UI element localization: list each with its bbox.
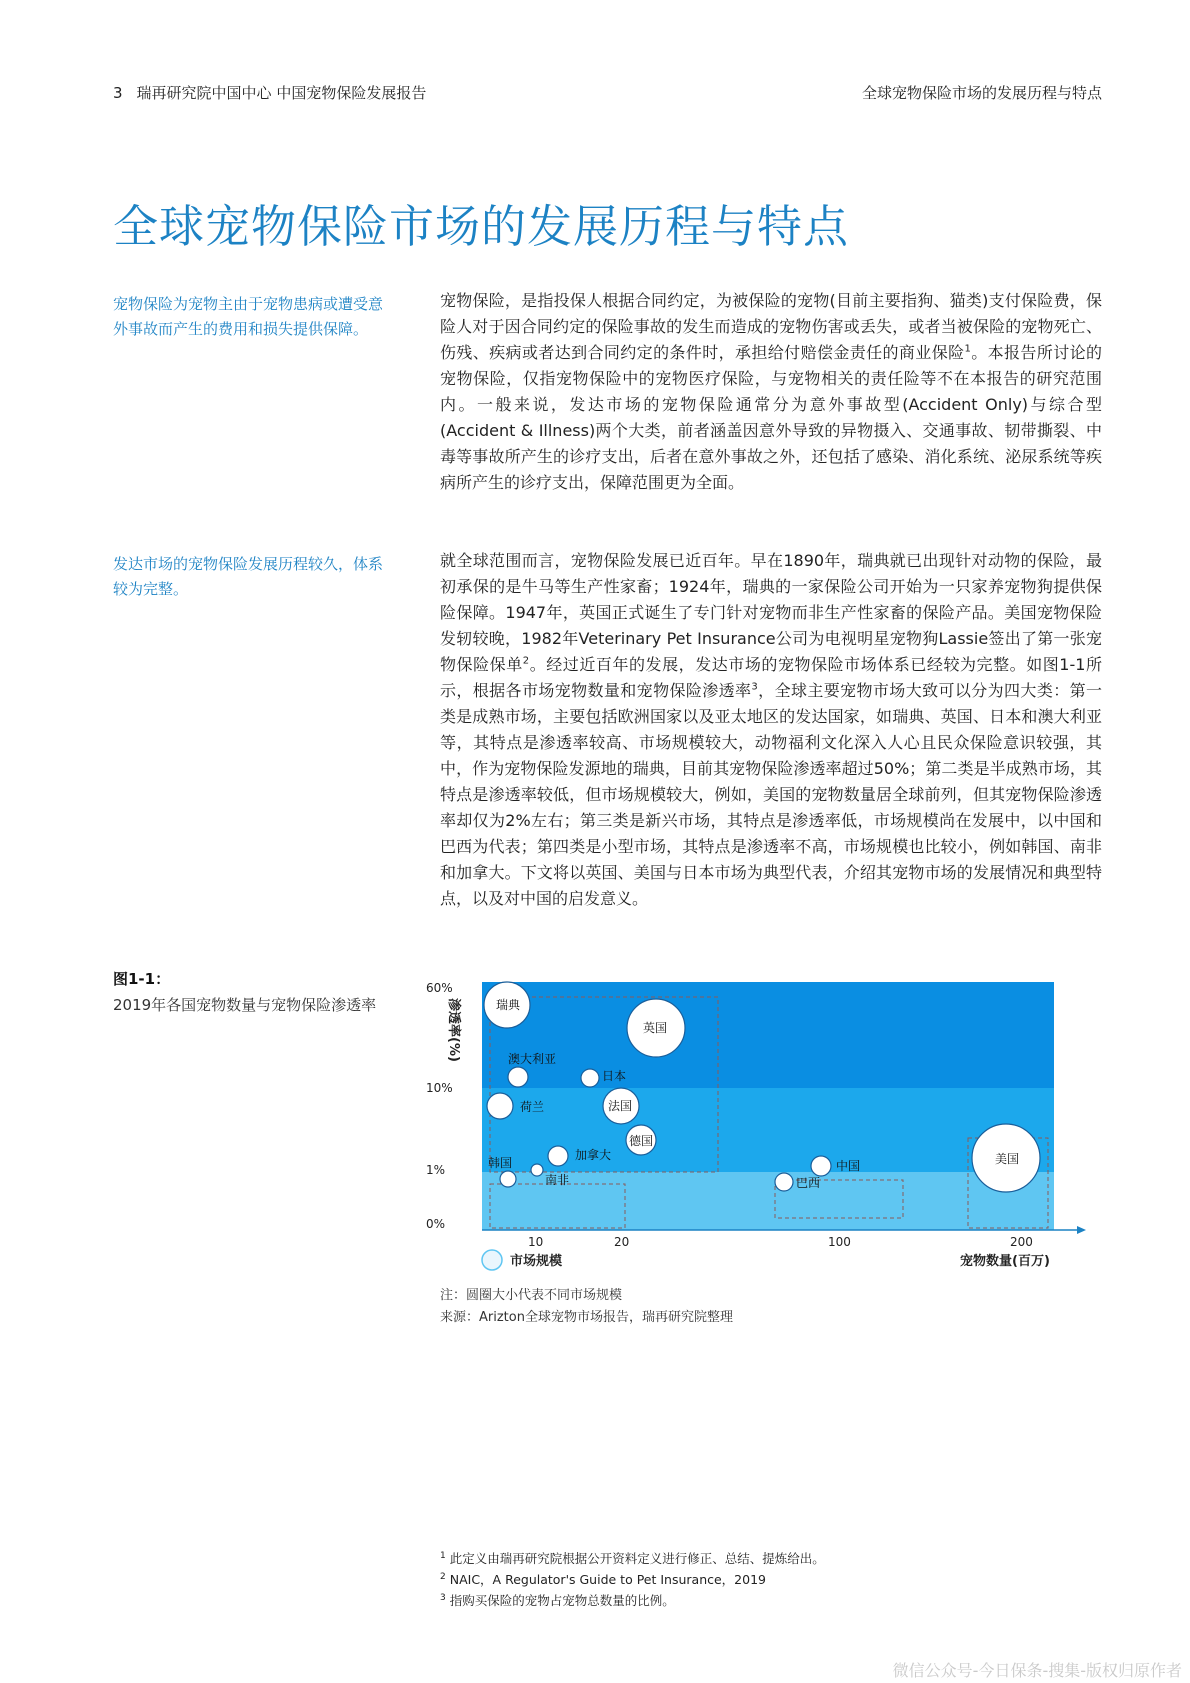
- size-legend-circle: [482, 1250, 502, 1270]
- bubble-label: 澳大利亚: [508, 1052, 557, 1066]
- chart-note: 注：圆圈大小代表不同市场规模: [440, 1288, 623, 1303]
- x-axis-arrow: [1077, 1226, 1086, 1234]
- bubble-巴西: [775, 1173, 793, 1191]
- bubble-chart: [426, 962, 1110, 1280]
- bubble-label: 美国: [995, 1152, 1020, 1166]
- bubble-label: 日本: [602, 1069, 627, 1083]
- bubble-label: 韩国: [488, 1156, 513, 1170]
- bubble-日本: [581, 1069, 599, 1087]
- sidenote-2: 发达市场的宠物保险发展历程较久，体系较为完整。: [113, 555, 384, 598]
- x-tick-label: 100: [828, 1235, 851, 1249]
- bubble-label: 法国: [608, 1099, 633, 1113]
- bubble-label: 巴西: [796, 1176, 821, 1190]
- bubble-label: 英国: [643, 1021, 668, 1035]
- footnote-ref-3: 3: [751, 681, 758, 693]
- footnote-3: $^3$ 指购买保险的宠物占宠物总数量的比例。: [440, 1593, 675, 1609]
- figure-caption: 2019年各国宠物数量与宠物保险渗透率: [113, 996, 377, 1014]
- figure-label: 图1-1：: [113, 970, 171, 988]
- x-tick-label: 200: [1010, 1235, 1033, 1249]
- bubble-荷兰: [487, 1093, 513, 1119]
- bubble-label: 瑞典: [496, 998, 521, 1012]
- bubble-加拿大: [548, 1146, 568, 1166]
- y-tick-label: 0%: [426, 1217, 446, 1231]
- bubble-label: 德国: [629, 1134, 654, 1148]
- footnotes: [440, 1547, 825, 1610]
- bubble-韩国: [500, 1171, 516, 1187]
- footnote-1: $^1$ 此定义由瑞再研究院根据公开资料定义进行修正、总结、提炼给出。: [440, 1551, 825, 1567]
- band-high: [482, 982, 1054, 1088]
- y-tick-label: 60%: [426, 981, 453, 995]
- bubble-label: 南非: [545, 1173, 570, 1187]
- footnote-2: $^2$ NAIC，A Regulator's Guide to Pet Insurance，2019: [440, 1572, 766, 1588]
- sidenote-1: 宠物保险为宠物主由于宠物患病或遭受意外事故而产生的费用和损失提供保障。: [113, 295, 384, 338]
- chart-source: 来源：Arizton全球宠物市场报告，瑞再研究院整理: [440, 1310, 733, 1325]
- running-header-left: [113, 82, 426, 103]
- y-axis-label: 渗透率(%): [446, 998, 461, 1062]
- paragraph-2: 就全球范围而言，宠物保险发展已近百年。早在1890年，瑞典就已出现针对动物的保险，最初承保的是牛马等生产性家畜；1924年，瑞典的一家保险公司开始为一只家养宠物狗提供保险保障。1947年，英国正式诞生了专门针对宠物而非生产性家畜的保险产品。美国宠物保险发轫较晚，1982年Veterinary Pet Insurance公司为电视明星宠物狗Lassie签出了第一张宠物保险保单$^2$。经过近百年的发展，发达市场的宠物保险市场体系已经较为完整。如图1-1所示，根据各市场宠物数量和宠物保险渗透率$^3$，全球主要宠物市场大致可以分为四大类：第一类是成熟市场，主要包括欧洲国家以及亚太地区的发达国家，如瑞典、英国、日本和澳大利亚等，其特点是渗透率较高、市场规模较大，动物福利文化深入人心且民众保险意识较强，其中，作为宠物保险发源地的瑞典，目前其宠物保险渗透率超过50%；第二类是半成熟市场，其特点是渗透率较低，但市场规模较大，例如，美国的宠物数量居全球前列，但其宠物保险渗透率却仅为2%左右；第三类是新兴市场，其特点是渗透率低，市场规模尚在发展中，以中国和巴西为代表；第四类是小型市场，其特点是渗透率不高，市场规模也比较小，例如韩国、南非和加拿大。下文将以英国、美国与日本市场为典型代表，介绍其宠物市场的发展情况和典型特点，以及对中国的启发意义。: [440, 551, 1102, 908]
- size-legend-label: 市场规模: [510, 1254, 563, 1269]
- bubble-中国: [811, 1156, 831, 1176]
- bubble-label: 荷兰: [520, 1100, 545, 1114]
- bubble-南非: [531, 1164, 543, 1176]
- y-tick-label: 10%: [426, 1081, 453, 1095]
- footnote-ref-2: 2: [522, 655, 530, 667]
- x-axis-label: 宠物数量(百万): [960, 1254, 1050, 1269]
- x-tick-label: 10: [528, 1235, 544, 1249]
- watermark: 微信公众号-今日保条-搜集-版权归原作者: [892, 1661, 1182, 1680]
- page-number: 3: [113, 84, 123, 102]
- y-tick-label: 1%: [426, 1163, 446, 1177]
- bubble-澳大利亚: [508, 1067, 528, 1087]
- running-header-right: 全球宠物保险市场的发展历程与特点: [861, 84, 1102, 102]
- footnote-ref-1: 1: [964, 343, 971, 355]
- paragraph-1: 宠物保险，是指投保人根据合同约定，为被保险的宠物(目前主要指狗、猫类)支付保险费，保险人对于因合同约定的保险事故的发生而造成的宠物伤害或丢失，或者当被保险的宠物死亡、伤残、疾病或者达到合同约定的条件时，承担给付赔偿金责任的商业保险$^1$。本报告所讨论的宠物保险，仅指宠物保险中的宠物医疗保险，与宠物相关的责任险等不在本报告的研究范围内。一般来说，发达市场的宠物保险通常分为意外事故型(Accident Only)与综合型(Accident & Illness)两个大类，前者涵盖因意外导致的异物摄入、交通事故、韧带撕裂、中毒等事故所产生的诊疗支出，后者在意外事故之外，还包括了感染、消化系统、泌尿系统等疾病所产生的诊疗支出，保障范围更为全面。: [440, 291, 1102, 492]
- bubble-label: 中国: [836, 1159, 861, 1173]
- x-tick-label: 20: [614, 1235, 630, 1249]
- bubble-label: 加拿大: [575, 1148, 612, 1162]
- section-title: 全球宠物保险市场的发展历程与特点: [113, 200, 850, 253]
- report-title: 瑞再研究院中国中心 中国宠物保险发展报告: [136, 84, 427, 102]
